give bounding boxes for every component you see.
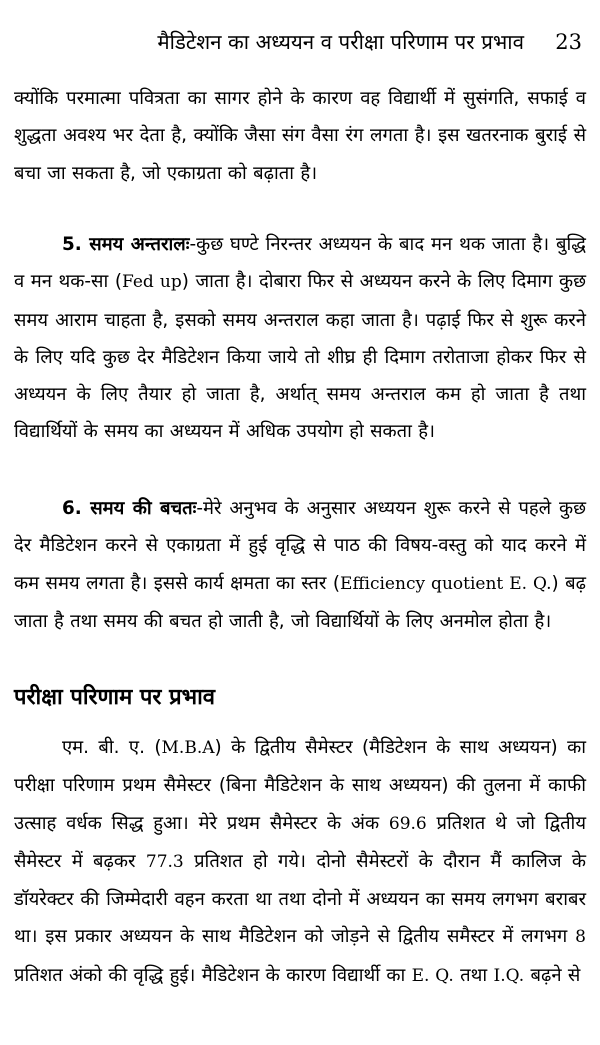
english-term: M.B.A <box>161 738 215 758</box>
paragraph-text: क्योंकि परमात्मा पवित्रता का सागर होने के कारण वह विद्यार्थी में सुसंगति, सफाई व शुद्धता अवश्य भर देता है, क्योंकि जैसा संग वैसा रंग लगता है। इस खतरनाक बुराई से बचा जा सकता है, जो एकाग्रता को बढ़ाता है। <box>14 88 586 184</box>
score-value: 69.6 <box>388 813 427 834</box>
paragraph-text: तथा <box>453 964 494 986</box>
paragraph-continuation <box>14 80 586 192</box>
score-value: 77.3 <box>145 851 184 872</box>
paragraph-text: एम. बी. ए. ( <box>62 737 162 758</box>
paragraph-time-interval <box>14 226 586 451</box>
paragraph-text: ) के द्वितीय सैमेस्टर (मैडिटेशन के साथ अध्ययन) का परीक्षा परिणाम प्रथम सैमेस्टर (बिना मैडिटेशन के साथ अध्ययन) की तुलना में काफी उत्साह वर्धक सिद्ध हुआ। मेरे प्रथम सैमेस्टर के अंक <box>14 737 586 834</box>
page-number: 23 <box>555 30 582 54</box>
paragraph-text: प्रतिशत थे जो द्वितीय सैमेस्टर में बढ़कर <box>14 812 586 872</box>
english-term: E. Q. <box>411 965 454 986</box>
paragraph-time-saving <box>14 490 586 640</box>
section-heading: परीक्षा परिणाम पर प्रभाव <box>14 685 216 710</box>
point-6-label: 6. समय की बचतः <box>62 498 197 519</box>
english-term: Fed up <box>122 272 182 293</box>
percent-value: 8 <box>575 927 586 948</box>
english-term: Efficiency quotient E. Q. <box>340 573 552 594</box>
chapter-title: मैडिटेशन का अध्ययन व परीक्षा परिणाम पर प्रभाव <box>157 30 524 54</box>
paragraph-text: प्रतिशत हो गये। दोनो सैमेस्टरों के दौरान मैं कालिज के डॉयरेक्टर की जिम्मेदारी वहन करता था तथा दोनो में अध्ययन का समय लगभग बराबर था। इस प्रकार अध्ययन के साथ मैडिटेशन को जोड़ने से द्वितीय समैस्टर में लगभग <box>14 850 586 948</box>
paragraph-text: -कुछ घण्टे निरन्तर अध्ययन के बाद मन थक जाता है। बुद्धि व मन थक-सा ( <box>14 234 586 293</box>
paragraph-text: ) बढ़ जाता है तथा समय की बचत हो जाती है, जो विद्यार्थियों के लिए अनमोल होता है। <box>14 572 586 632</box>
paragraph-exam-results <box>14 729 586 995</box>
running-header <box>14 24 586 60</box>
paragraph-text: ) जाता है। दोबारा फिर से अध्ययन करने के लिए दिमाग कुछ समय आराम चाहता है, इसको समय अन्तराल कहा जाता है। पढ़ाई फिर से शुरू करने के लिए यदि कुछ देर मैडिटेशन किया जाये तो शीघ्र ही दिमाग तरोताजा होकर फिर से अध्ययन के लिए तैयार हो जाता है, अर्थात् समय अन्तराल कम हो जाता है तथा विद्यार्थियों के समय का अध्ययन में अधिक उपयोग हो सकता है। <box>14 271 587 443</box>
paragraph-text: बढ़ने से <box>524 964 581 986</box>
paragraph-text: प्रतिशत अंको की वृद्धि हुई। मैडिटेशन के कारण विद्यार्थी का <box>14 964 412 986</box>
english-term: I.Q. <box>493 965 525 986</box>
point-5-label: 5. समय अन्तरालः <box>62 234 190 255</box>
paragraph-text: -मेरे अनुभव के अनुसार अध्ययन शुरू करने से पहले कुछ देर मैडिटेशन करने से एकाग्रता में हुई वृद्धि से पाठ की विषय-वस्तु को याद करने में कम समय लगता है। इससे कार्य क्षमता का स्तर ( <box>14 498 586 594</box>
